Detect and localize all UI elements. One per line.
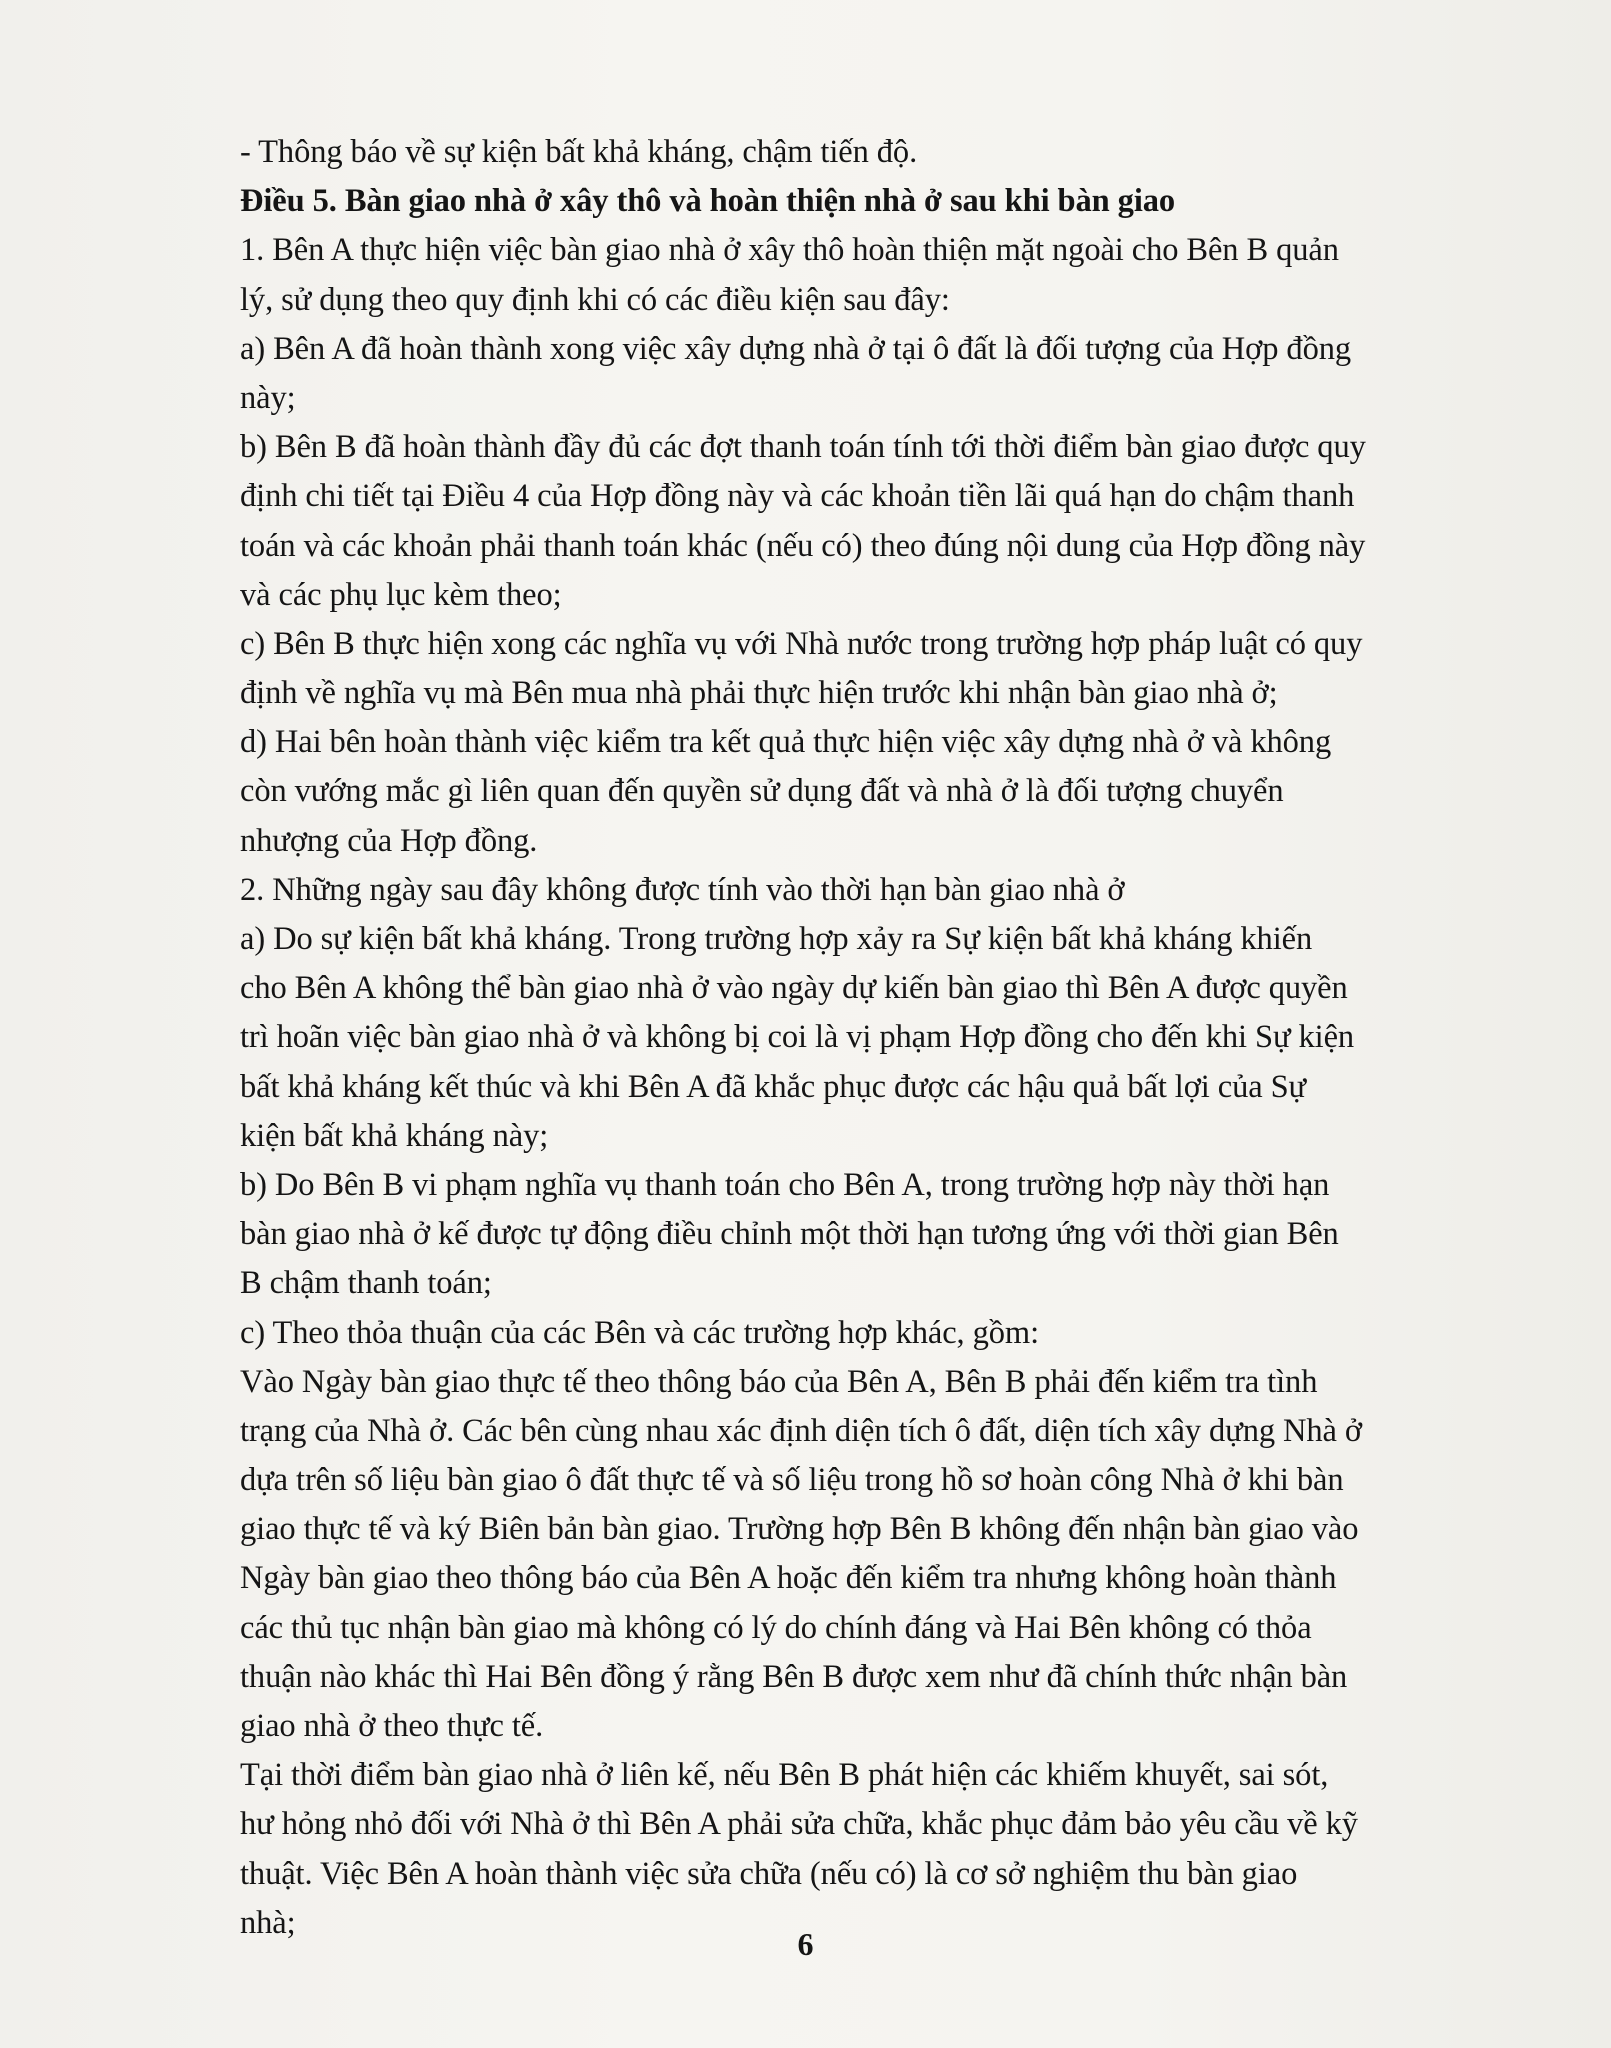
text-line: hư hỏng nhỏ đối với Nhà ở thì Bên A phải sửa chữa, khắc phục đảm bảo yêu cầu về kỹ [240,1806,1358,1843]
text-line: dựa trên số liệu bàn giao ô đất thực tế và số liệu trong hồ sơ hoàn công Nhà ở khi bàn [240,1462,1344,1499]
text-line: a) Do sự kiện bất khả kháng. Trong trường hợp xảy ra Sự kiện bất khả kháng khiến [240,921,1313,957]
text-line: giao thực tế và ký Biên bản bàn giao. Trường hợp Bên B không đến nhận bàn giao vào [240,1511,1359,1548]
text-line: và các phụ lục kèm theo; [240,576,562,613]
text-line: c) Bên B thực hiện xong các nghĩa vụ với Nhà nước trong trường hợp pháp luật có quy [240,625,1363,662]
text-line: bất khả kháng kết thúc và khi Bên A đã khắc phục được các hậu quả bất lợi của Sự [240,1068,1307,1105]
text-line: d) Hai bên hoàn thành việc kiểm tra kết quả thực hiện việc xây dựng nhà ở và không [240,724,1332,761]
text-line: B chậm thanh toán; [240,1265,492,1302]
text-line: Vào Ngày bàn giao thực tế theo thông báo của Bên A, Bên B phải đến kiểm tra tình [240,1363,1318,1400]
text-line: thuật. Việc Bên A hoàn thành việc sửa chữa (nếu có) là cơ sở nghiệm thu bàn giao [240,1855,1298,1892]
text-line: định chi tiết tại Điều 4 của Hợp đồng này và các khoản tiền lãi quá hạn do chậm thanh [240,478,1355,515]
text-line: các thủ tục nhận bàn giao mà không có lý do chính đáng và Hai Bên không có thỏa [240,1609,1312,1646]
text-line: toán và các khoản phải thanh toán khác (nếu có) theo đúng nội dung của Hợp đồng này [240,527,1366,564]
text-line: bàn giao nhà ở kế được tự động điều chỉnh một thời hạn tương ứng với thời gian Bên [240,1216,1339,1253]
text-line: trạng của Nhà ở. Các bên cùng nhau xác định diện tích ô đất, diện tích xây dựng Nhà ở [240,1412,1362,1449]
section-heading: Điều 5. Bàn giao nhà ở xây thô và hoàn thiện nhà ở sau khi bàn giao [240,183,1176,220]
text-line: cho Bên A không thể bàn giao nhà ở vào ngày dự kiến bàn giao thì Bên A được quyền [240,970,1348,1007]
text-line: thuận nào khác thì Hai Bên đồng ý rằng Bên B được xem như đã chính thức nhận bàn [240,1658,1348,1695]
text-line: a) Bên A đã hoàn thành xong việc xây dựng nhà ở tại ô đất là đối tượng của Hợp đồng [240,330,1352,367]
text-line: trì hoãn việc bàn giao nhà ở và không bị coi là vị phạm Hợp đồng cho đến khi Sự kiện [240,1019,1355,1056]
text-line: b) Do Bên B vi phạm nghĩa vụ thanh toán cho Bên A, trong trường hợp này thời hạn [240,1166,1330,1203]
text-line: nhà; [240,1904,296,1941]
text-line: c) Theo thỏa thuận của các Bên và các trường hợp khác, gồm: [240,1314,1039,1351]
text-line: Ngày bàn giao theo thông báo của Bên A hoặc đến kiểm tra nhưng không hoàn thành [240,1560,1337,1597]
text-line: 2. Những ngày sau đây không được tính vào thời hạn bàn giao nhà ở [240,871,1125,908]
text-line: 1. Bên A thực hiện việc bàn giao nhà ở xây thô hoàn thiện mặt ngoài cho Bên B quản [240,232,1339,269]
page-number: 6 [797,1926,814,1962]
text-line: giao nhà ở theo thực tế. [240,1708,544,1744]
text-line: b) Bên B đã hoàn thành đầy đủ các đợt thanh toán tính tới thời điểm bàn giao được quy [240,429,1366,466]
text-line: lý, sử dụng theo quy định khi có các điều kiện sau đây: [240,281,950,318]
text-line: nhượng của Hợp đồng. [240,822,538,859]
text-line: - Thông báo về sự kiện bất khả kháng, chậm tiến độ. [240,134,918,170]
text-line: còn vướng mắc gì liên quan đến quyền sử dụng đất và nhà ở là đối tượng chuyển [240,773,1284,810]
text-line: kiện bất khả kháng này; [240,1117,549,1154]
text-line: Tại thời điểm bàn giao nhà ở liên kế, nếu Bên B phát hiện các khiếm khuyết, sai sót, [240,1757,1329,1794]
document-body [240,128,1530,1948]
text-line: định về nghĩa vụ mà Bên mua nhà phải thực hiện trước khi nhận bàn giao nhà ở; [240,675,1278,712]
text-line: này; [240,379,296,416]
